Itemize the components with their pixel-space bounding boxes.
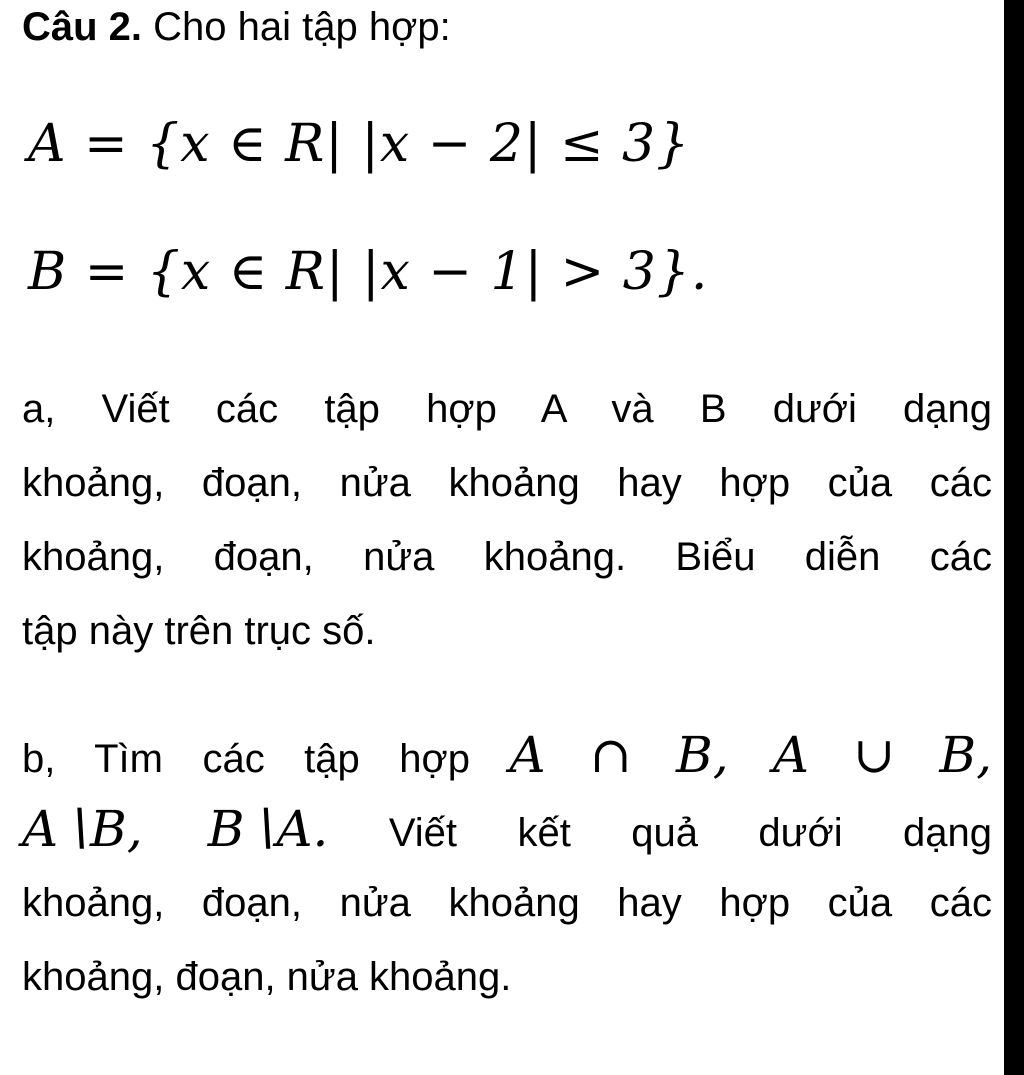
part-b-line-1-text: b, Tìm các tập hợp [22,737,510,781]
part-a-line-1: a, Viết các tập hợp A và B dưới dạng [22,387,992,431]
part-a-line-3: khoảng, đoạn, nửa khoảng. Biểu diễn các [22,535,992,579]
part-a-line-2: khoảng, đoạn, nửa khoảng hay hợp của các [22,461,992,505]
part-b-line-1 [22,718,992,792]
part-b-line-2-math: A∖B, B∖A. [22,800,329,858]
set-b-definition: B = {x ∈ R| |x − 1| > 3}. [28,242,709,302]
right-edge-bar [1004,0,1024,1075]
question-title [22,2,451,52]
part-b-line-3: khoảng, đoạn, nửa khoảng hay hợp của các [22,881,992,925]
part-a-paragraph [22,372,992,668]
part-b-paragraph [22,718,992,1014]
part-b-line-2-text: Viết kết quả dưới dạng [328,811,992,855]
part-b-line-4: khoảng, đoạn, nửa khoảng. [22,955,512,999]
part-b-line-2 [22,792,992,866]
question-number: Câu 2. [22,5,143,49]
part-b-line-1-math: A ∩ B, A ∪ B, [509,726,992,784]
set-a-definition: A = {x ∈ R| |x − 2| ≤ 3} [28,114,691,174]
part-a-line-4: tập này trên trục số. [22,609,376,653]
question-intro: Cho hai tập hợp: [142,5,451,49]
